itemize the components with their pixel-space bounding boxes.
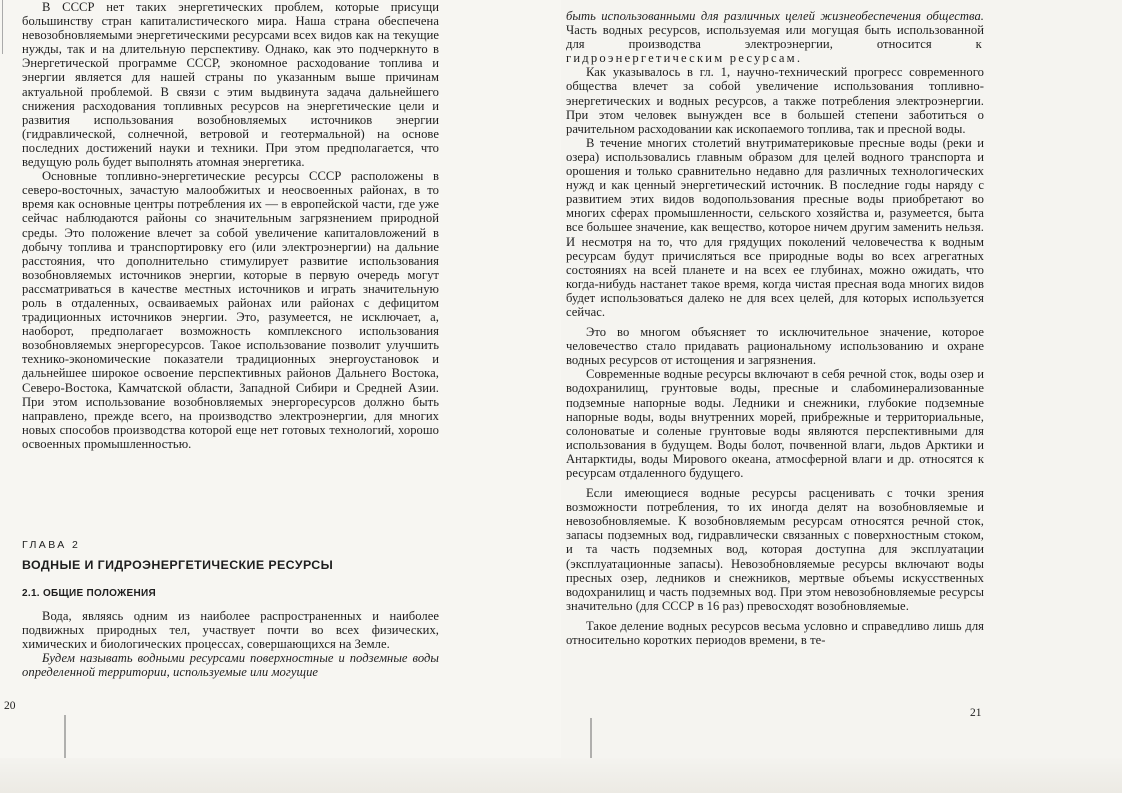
paragraph-progress: Как указывалось в гл. 1, научно-технический прогресс современного общества влечет за собой увеличение использования топливно-энергетических и водных ресурсов, а также потребления электроэнергии. При этом человек вынужден все в большей степени заботиться о рачительном расходовании как ископаемого топлива, так и пресной воды.	[566, 65, 984, 136]
chapter-title: ВОДНЫЕ И ГИДРОЭНЕРГЕТИЧЕСКИЕ РЕСУРСЫ	[22, 558, 334, 572]
paragraph-renewable: Если имеющиеся водные ресурсы расценивать с точки зрения возможности потребления, то их иногда делят на возобновляемые и невозобновляемые. К возобновляемым ресурсам относятся речной сток, запасы подземных вод, гидравлически связанных с поверхностным стоком, и та часть подземных вод, которая доступна для эксплуатации (эксплуатационные запасы). Невозобновляемые ресурсы включают воды пресных озер, ледников и снежников, мертвые объемы искусственных водохранилищ и часть подземных вод. При этом невозобновляемые ресурсы значительно (для СССР в 16 раз) превосходят возобновляемые.	[566, 486, 984, 613]
chapter-label: ГЛАВА 2	[22, 539, 81, 551]
page-number-left: 20	[4, 700, 16, 712]
page-bottom-shadow	[0, 758, 1122, 793]
hydro-resources-term: к гидроэнергетическим ресурсам.	[566, 37, 984, 66]
section-title: 2.1. ОБЩИЕ ПОЛОЖЕНИЯ	[22, 588, 156, 599]
paragraph-fresh-water: В течение многих столетий внутриматериковые пресные воды (реки и озера) использовались главным образом для целей водного транспорта и орошения и только сравнительно недавно для различных технологических нужд и как ценный энергетический источник. В последние годы наряду с развитием этих видов водопользования пресные воды приобретают во многих сферах промышленности, сельского хозяйства и, разумеется, быта все большее значение, как вещество, которое ничем другим заменить нельзя. И несмотря на то, что для грядущих поколений человечества к водным ресурсам будут причисляться все природные воды во всех агрегатных состояниях на всей планете и на всех ее глубинах, можно ожидать, что когда-нибудь настанет такое время, когда чистая пресная вода многих видов будет использоваться далеко не для всех целей, для которых используется сейчас.	[566, 135, 984, 319]
paragraph-division: Такое деление водных ресурсов весьма условно и справедливо лишь для относительно коротких периодов времени, в те-	[566, 618, 984, 648]
left-column-section-text	[22, 609, 439, 679]
definition-italic: Будем называть водными ресурсами поверхностные и подземные воды определенной территории, используемые или могущие	[22, 651, 439, 680]
definition-continued-italic: быть использованными для различных целей жизнеобеспечения общества.	[566, 9, 984, 23]
definition-continued-text: Часть водных ресурсов, используемая или могущая быть использованной для производства электроэнергии, относится	[566, 23, 984, 52]
paragraph-water: Вода, являясь одним из наиболее распространенных и наиболее подвижных природных тел, участвует почти во всех физических, химических и биологических процессах, совершающихся на Земле.	[22, 609, 439, 652]
paragraph-fuel-resources: Основные топливно-энергетические ресурсы СССР расположены в северо-восточных, зачастую малообжитых и неосвоенных районах, в то время как основные центры потребления их — в европейской части, где уже сейчас наблюдаются районы со значительным загрязнением природной среды. Это положение влечет за собой увеличение капиталовложений в добычу топлива и транспортировку его (или электроэнергии) на дальние расстояния, что дополнительно стимулирует развитие использования возобновляемых источников энергии, которые в первую очередь могут рассматриваться в качестве местных источников и играть значительную роль в отдаленных, осваиваемых районах или районах с дефицитом традиционных источников энергии. Это, разумеется, не исключает, а, наоборот, предполагает возможность комплексного использования возобновляемых энергоресурсов. Такое использование позволит улучшить технико-экономические показатели традиционных энергоустановок и дальнейшее широкое освоение перспективных районов Дальнего Востока, Северо-Востока, Камчатской области, Западной Сибири и Средней Азии. При этом использование возобновляемых энергоресурсов должно быть направлено, прежде всего, на производство электроэнергии, для многих новых способов производства которой еще нет готовых технологий, хорошо освоенных промышленностью.	[22, 169, 439, 451]
right-column-text	[566, 9, 984, 647]
paragraph-definition	[22, 651, 439, 679]
margin-mark	[2, 0, 3, 54]
paragraph-significance: Это во многом объясняет то исключительное значение, которое человечество стало придавать рациональному использованию и охране водных ресурсов от истощения и загрязнения.	[566, 325, 984, 368]
paragraph-energy-problems: В СССР нет таких энергетических проблем, которые присущи большинству стран капиталистического мира. Наша страна обеспечена невозобновляемыми энергетическими ресурсами всех видов как на текущие нужды, так и на длительную перспективу. Однако, как это подчеркнуто в Энергетической программе СССР, экономное расходование топлива и энергии является для нашей страны по указанным выше причинам актуальной проблемой. В связи с этим выдвинута задача дальнейшего снижения расходования топливных ресурсов на энергетические цели и развития использования возобновляемых источников энергии (гидравлической, солнечной, ветровой и геотермальной) на основе последних достижений науки и техники. При этом предполагается, что ведущую роль будет выполнять атомная энергетика.	[22, 0, 439, 170]
paragraph-modern-resources: Современные водные ресурсы включают в себя речной сток, воды озер и водохранилищ, грунтовые воды, пресные и слабоминерализованные подземные напорные воды. Ледники и снежники, глубокие подземные напорные воды, воды внутренних морей, прибрежные и территориальные, солоноватые и соленые грунтовые воды являются перспективными для использования в будущем. Воды болот, почвенной влаги, льдов Арктики и Антарктиды, воды Мирового океана, атмосферной влаги и др. относятся к ресурсам отдаленного будущего.	[566, 367, 984, 480]
left-column-text	[22, 0, 439, 451]
paragraph-definition-continued	[566, 9, 984, 65]
page-number-right: 21	[970, 707, 982, 719]
